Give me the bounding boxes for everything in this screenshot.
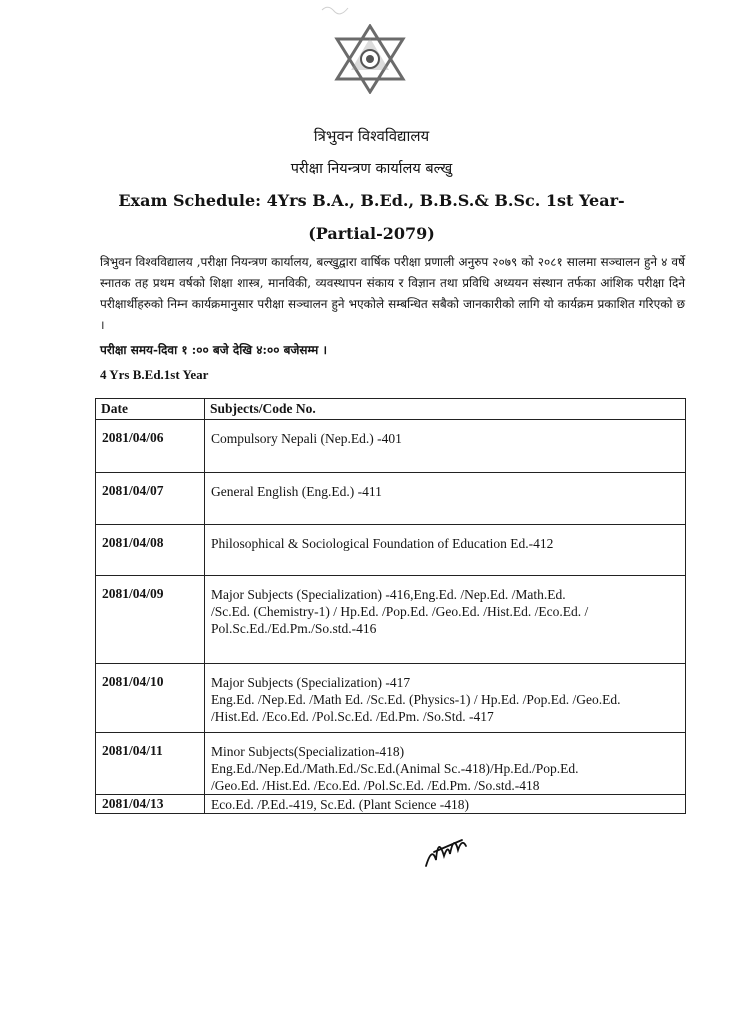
subject-line: Pol.Sc.Ed./Ed.Pm./So.std.-416	[211, 621, 377, 636]
subject-line: Eng.Ed. /Nep.Ed. /Math Ed. /Sc.Ed. (Physics-1) / Hp.Ed. /Pop.Ed. /Geo.Ed.	[211, 692, 621, 707]
office-name: परीक्षा नियन्त्रण कार्यालय बल्खु	[290, 161, 453, 177]
subject-line: Eng.Ed./Nep.Ed./Math.Ed./Sc.Ed.(Animal Sc.-418)/Hp.Ed./Pop.Ed.	[211, 761, 579, 776]
table-row	[96, 420, 686, 473]
row-subjects	[205, 733, 686, 795]
schedule-title: Exam Schedule: 4Yrs B.A., B.Ed., B.B.S.& B.Sc. 1st Year-	[118, 191, 625, 210]
section-title: 4 Yrs B.Ed.1st Year	[100, 367, 209, 382]
table-row	[96, 664, 686, 733]
signature-icon	[422, 826, 472, 872]
table-row	[96, 525, 686, 576]
table-row	[96, 733, 686, 795]
table-row	[96, 795, 686, 814]
subject-line: /Hist.Ed. /Eco.Ed. /Pol.Sc.Ed. /Ed.Pm. /So.Std. -417	[211, 709, 494, 724]
university-name: त्रिभुवन विश्वविद्यालय	[313, 127, 430, 145]
subject-line: Compulsory Nepali (Nep.Ed.) -401	[211, 431, 402, 446]
university-emblem-icon	[331, 24, 409, 94]
row-date: 2081/04/07	[96, 473, 205, 525]
subject-line: General English (Eng.Ed.) -411	[211, 484, 382, 499]
row-subjects	[205, 473, 686, 525]
exam-schedule-table	[95, 398, 686, 814]
row-subjects	[205, 420, 686, 473]
row-date: 2081/04/08	[96, 525, 205, 576]
table-header-row	[96, 399, 686, 420]
subject-line: Philosophical & Sociological Foundation of Education Ed.-412	[211, 536, 554, 551]
row-subjects	[205, 795, 686, 814]
subject-line: Eco.Ed. /P.Ed.-419, Sc.Ed. (Plant Science -418)	[211, 797, 469, 812]
row-date: 2081/04/06	[96, 420, 205, 473]
subject-line: Major Subjects (Specialization) -417	[211, 675, 411, 690]
subject-line: Major Subjects (Specialization) -416,Eng.Ed. /Nep.Ed. /Math.Ed.	[211, 587, 566, 602]
table-row	[96, 576, 686, 664]
subject-line: /Sc.Ed. (Chemistry-1) / Hp.Ed. /Pop.Ed. /Geo.Ed. /Hist.Ed. /Eco.Ed. /	[211, 604, 589, 619]
intro-paragraph: त्रिभुवन विश्वविद्यालय ,परीक्षा नियन्त्रण कार्यालय, बल्खुद्वारा वार्षिक परीक्षा प्रणाली अनुरुप २०७९ को २०८१ सालमा सञ्चालन हुने ४ वर्षे स्नातक तह प्रथम वर्षको शिक्षा शास्त्र, मानविकी, व्यवस्थापन संकाय र विज्ञान तथा प्रविधि अध्ययन संस्थान तर्फका आंशिक परीक्षा दिने परीक्षार्थीहरुको निम्न कार्यक्रमानुसार परीक्षा सञ्चालन हुने भएकोले सम्बन्धित सबैको जानकारीको लागि यो कार्यक्रम प्रकाशित गरिएको छ ।	[100, 255, 685, 332]
header-subjects: Subjects/Code No.	[205, 399, 686, 420]
subject-line: Minor Subjects(Specialization-418)	[211, 744, 405, 759]
row-date: 2081/04/09	[96, 576, 205, 664]
schedule-subtitle: (Partial-2079)	[308, 224, 435, 243]
row-date: 2081/04/10	[96, 664, 205, 733]
row-subjects	[205, 525, 686, 576]
scan-smudge	[320, 2, 350, 18]
row-date: 2081/04/11	[96, 733, 205, 795]
row-subjects	[205, 664, 686, 733]
subject-line: /Geo.Ed. /Hist.Ed. /Eco.Ed. /Pol.Sc.Ed. /Ed.Pm. /So.std.-418	[211, 778, 540, 793]
exam-time: परीक्षा समय-दिवा १ :०० बजे देखि ४:०० बजेसम्म ।	[100, 343, 327, 357]
row-date: 2081/04/13	[96, 795, 205, 814]
row-subjects	[205, 576, 686, 664]
table-row	[96, 473, 686, 525]
header-date: Date	[96, 399, 205, 420]
